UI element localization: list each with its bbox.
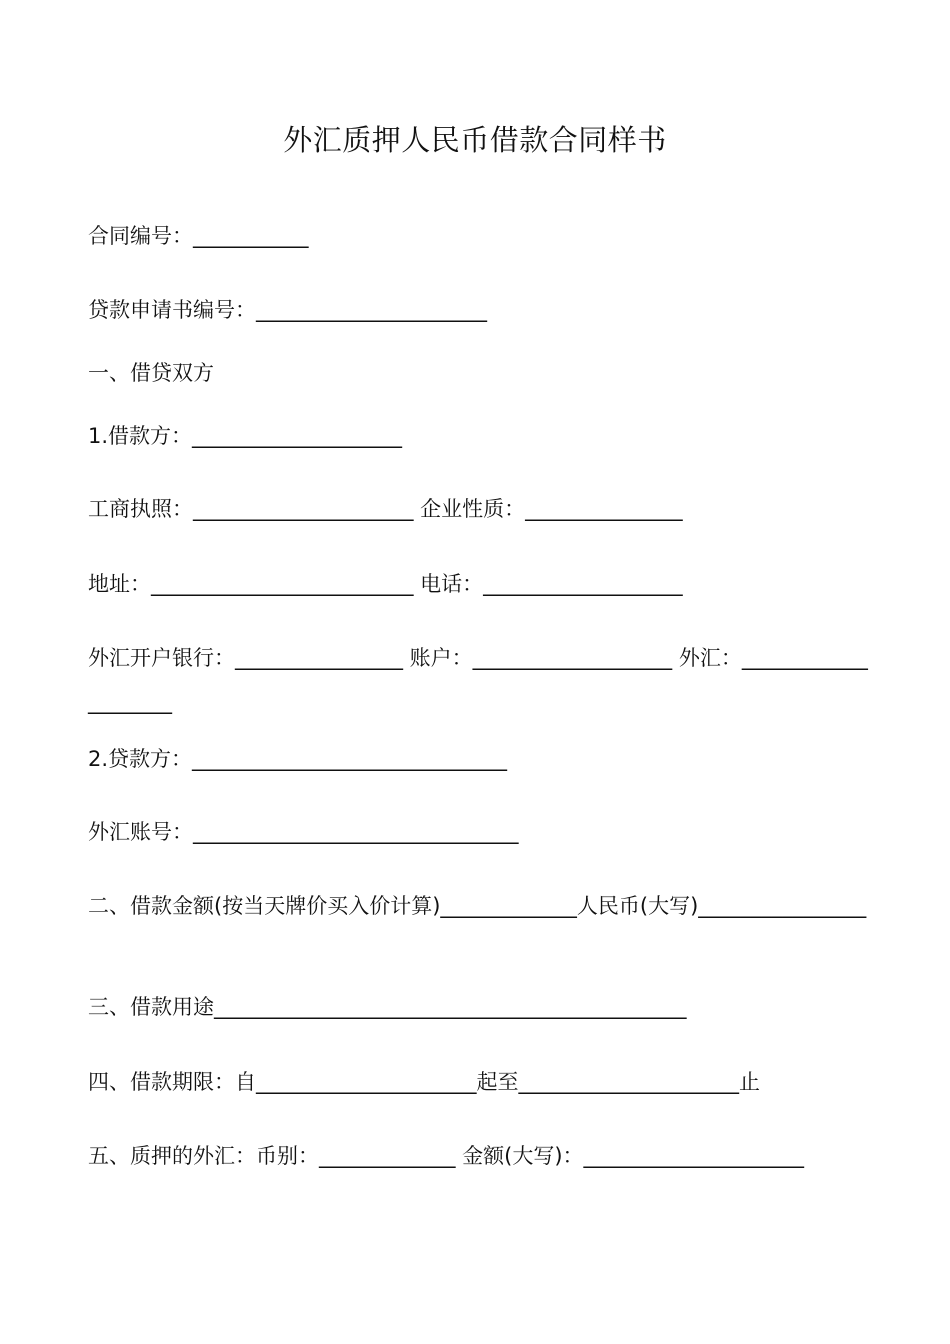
business-license-line: 工商执照：_____________________ 企业性质：_______________ xyxy=(88,497,683,521)
document-title: 外汇质押人民币借款合同样书 xyxy=(283,123,667,157)
section-2-loan-amount: 二、借款金额(按当天牌价买入价计算)_____________人民币(大写)________________ xyxy=(88,894,867,918)
contract-number-line: 合同编号：___________ xyxy=(88,224,309,248)
lender-line: 2.贷款方：______________________________ xyxy=(88,747,508,771)
address-phone-line: 地址：_________________________ 电话：___________________ xyxy=(88,572,683,596)
section-1-heading: 一、借贷双方 xyxy=(88,361,214,385)
forex-account-line: 外汇账号：_______________________________ xyxy=(88,820,519,844)
loan-application-number-line: 贷款申请书编号：______________________ xyxy=(88,298,487,322)
borrower-line: 1.借款方：____________________ xyxy=(88,424,403,448)
bank-account-line: 外汇开户银行：________________ 账户：___________________ 外汇：____________________ xyxy=(88,646,868,714)
section-4-loan-term: 四、借款期限：自_____________________起至_____________________止 xyxy=(88,1070,760,1094)
section-3-loan-purpose: 三、借款用途_____________________________________________ xyxy=(88,995,687,1019)
section-5-pledged-forex: 五、质押的外汇：币别：_____________ 金额(大写)：_____________________ xyxy=(88,1144,805,1168)
